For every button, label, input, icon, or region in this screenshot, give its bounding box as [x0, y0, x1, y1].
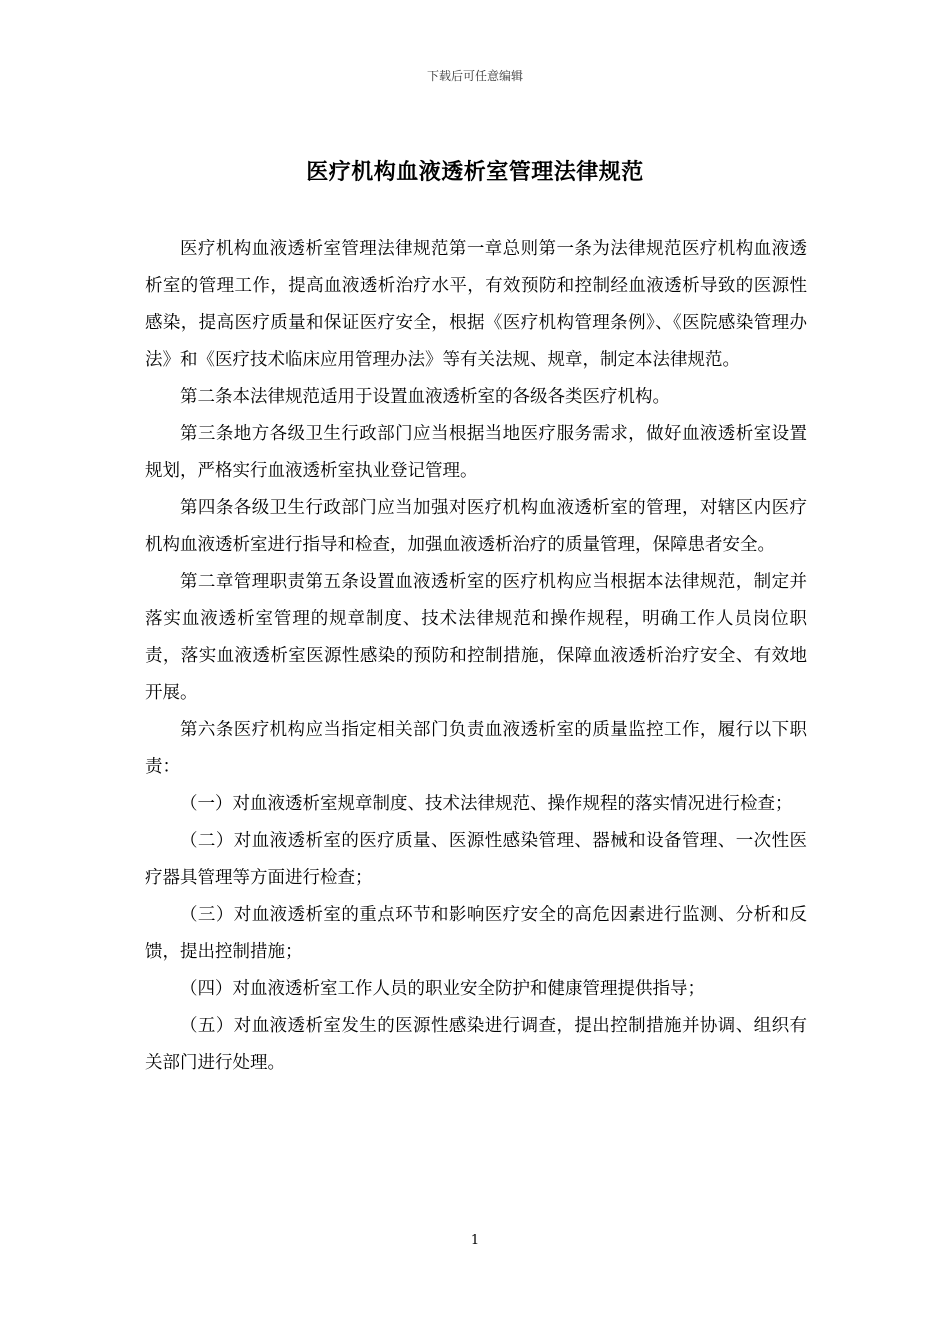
document-title: 医疗机构血液透析室管理法律规范: [306, 159, 644, 185]
paragraph-item-3: （三）对血液透析室的重点环节和影响医疗安全的高危因素进行监测、分析和反馈，提出控制措施；: [145, 905, 807, 962]
paragraph-article-2: 第二条本法律规范适用于设置血液透析室的各级各类医疗机构。: [180, 387, 670, 407]
paragraph-item-4: （四）对血液透析室工作人员的职业安全防护和健康管理提供指导；: [180, 979, 705, 999]
paragraph-article-3: 第三条地方各级卫生行政部门应当根据当地医疗服务需求，做好血液透析室设置规划，严格实行血液透析室执业登记管理。: [145, 424, 807, 481]
document-body: [145, 231, 807, 1082]
header-note: 下载后可任意编辑: [426, 69, 523, 83]
paragraph-item-1: （一）对血液透析室规章制度、技术法律规范、操作规程的落实情况进行检查；: [180, 794, 793, 814]
paragraph-chapter-2-article-5: 第二章管理职责第五条设置血液透析室的医疗机构应当根据本法律规范，制定并落实血液透析室管理的规章制度、技术法律规范和操作规程，明确工作人员岗位职责，落实血液透析室医源性感染的预防和控制措施，保障血液透析治疗安全、有效地开展。: [145, 572, 807, 703]
paragraph-article-4: 第四条各级卫生行政部门应当加强对医疗机构血液透析室的管理，对辖区内医疗机构血液透析室进行指导和检查，加强血液透析治疗的质量管理，保障患者安全。: [145, 498, 807, 555]
paragraph-item-5: （五）对血液透析室发生的医源性感染进行调查，提出控制措施并协调、组织有关部门进行处理。: [145, 1016, 807, 1073]
paragraph-chapter-1-article-1: 医疗机构血液透析室管理法律规范第一章总则第一条为法律规范医疗机构血液透析室的管理工作，提高血液透析治疗水平，有效预防和控制经血液透析导致的医源性感染，提高医疗质量和保证医疗安全，根据《医疗机构管理条例》、《医院感染管理办法》和《医疗技术临床应用管理办法》等有关法规、规章，制定本法律规范。: [145, 239, 807, 370]
page-number: 1: [470, 1233, 480, 1248]
paragraph-article-6: 第六条医疗机构应当指定相关部门负责血液透析室的质量监控工作，履行以下职责：: [145, 720, 807, 777]
paragraph-item-2: （二）对血液透析室的医疗质量、医源性感染管理、器械和设备管理、一次性医疗器具管理等方面进行检查；: [145, 831, 807, 888]
